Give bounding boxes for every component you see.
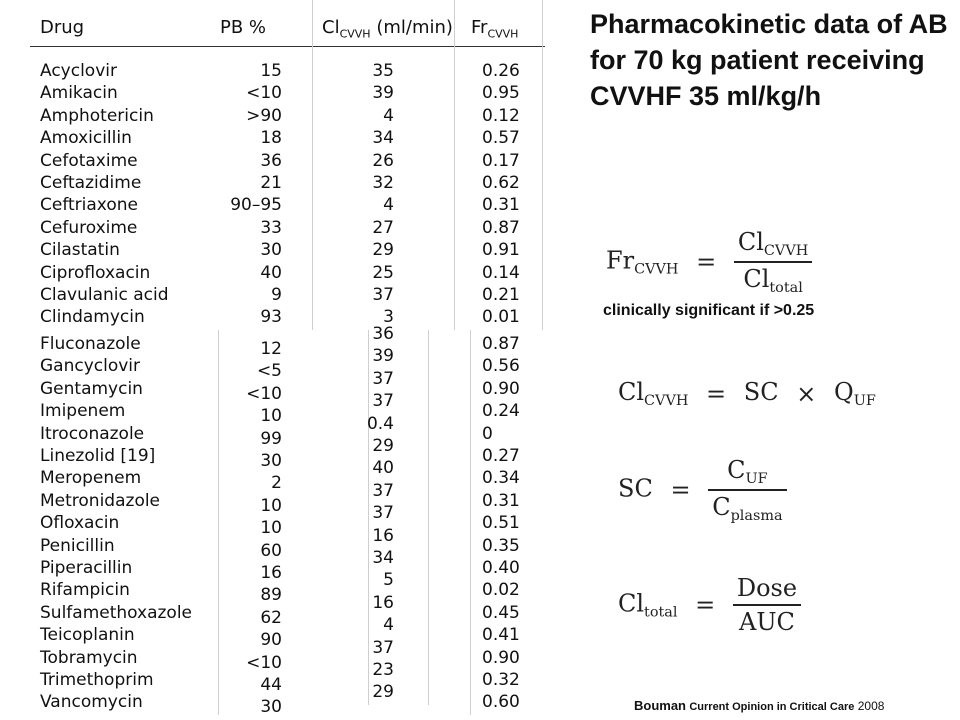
table-cell-fraction: 0.90: [482, 378, 520, 399]
table-cell-clearance: 37: [372, 480, 394, 501]
table-cell-clearance: 27: [372, 217, 394, 238]
table-cell-pb: 36: [260, 150, 282, 171]
table-cell-pb: 40: [260, 262, 282, 283]
table-cell-clearance: 26: [372, 150, 394, 171]
table-cell-drug: Teicoplanin: [40, 625, 135, 646]
table-cell-clearance: 39: [372, 83, 394, 104]
table-cell-drug: Imipenem: [40, 401, 126, 422]
table-cell-drug: Ceftriaxone: [40, 195, 138, 216]
table-cell-pb: 30: [260, 697, 282, 718]
table-cell-fraction: 0.17: [482, 150, 520, 171]
table-cell-fraction: 0.32: [482, 670, 520, 690]
table-cell-drug: Clavulanic acid: [40, 285, 169, 305]
table-cell-drug: Rifampicin: [40, 580, 130, 601]
table-cell-pb: 30: [260, 451, 282, 471]
table-cell-pb: 10: [260, 518, 282, 539]
fraction-formula: $Fr_{CVVH}$ = $\frac{Cl_{CVVH}}{Cl_{total}}$: [606, 228, 812, 296]
table-cell-drug: Piperacillin: [40, 558, 133, 578]
table-cell-drug: Itroconazole: [40, 423, 145, 444]
table-cell-fraction: 0.62: [482, 173, 520, 193]
table-cell-clearance: 4: [383, 615, 394, 636]
table-cell-pb: 21: [260, 173, 282, 193]
table-cell-drug: Trimethoprim: [40, 670, 154, 690]
table-cell-pb: 62: [260, 607, 282, 628]
header-drug: Drug: [40, 17, 85, 38]
table-cell-pb: <10: [246, 652, 282, 673]
total-clearance-formula: $Cl_{total}$ = $\frac{\text{Dose}}{\text{AUC}}$: [618, 574, 801, 636]
table-cell-clearance: 37: [372, 368, 394, 389]
table-cell-fraction: 0.87: [482, 217, 520, 238]
table-cell-clearance: 36: [372, 324, 394, 344]
table-cell-fraction: 0.02: [482, 580, 520, 601]
table-cell-fraction: 0.95: [482, 83, 520, 104]
table-cell-clearance: 29: [372, 436, 394, 456]
table-cell-fraction: 0.41: [482, 625, 520, 646]
table-cell-drug: Vancomycin: [40, 692, 143, 713]
table-cell-fraction: 0.40: [482, 558, 520, 578]
table-cell-drug: Linezolid [19]: [40, 446, 156, 466]
table-cell-pb: 60: [260, 540, 282, 561]
table-cell-pb: 2: [271, 473, 282, 494]
header-divider: [30, 46, 545, 47]
table-cell-fraction: 0: [482, 423, 493, 444]
table-cell-clearance: 32: [372, 173, 394, 193]
table-cell-drug: Amphotericin: [40, 105, 154, 126]
table-cell-fraction: 0.12: [482, 105, 520, 126]
table-cell-fraction: 0.21: [482, 285, 520, 305]
table-cell-pb: 90: [260, 630, 282, 651]
table-cell-drug: Tobramycin: [40, 647, 138, 668]
table-cell-pb: <5: [256, 361, 282, 382]
table-cell-pb: 18: [260, 128, 282, 149]
table-cell-drug: Clindamycin: [40, 307, 145, 328]
table-cell-fraction: 0.34: [482, 468, 520, 489]
table-cell-fraction: 0.26: [482, 61, 520, 81]
table-cell-clearance: 16: [372, 525, 394, 546]
table-cell-clearance: 39: [372, 346, 394, 367]
table-cell-pb: <10: [246, 83, 282, 104]
table-cell-clearance: 34: [372, 128, 394, 149]
table-cell-drug: Gentamycin: [40, 378, 143, 399]
table-cell-fraction: 0.60: [482, 692, 520, 713]
column-seam: [454, 0, 455, 330]
table-cell-pb: 12: [260, 339, 282, 359]
table-cell-pb: 90–95: [230, 195, 282, 216]
table-cell-clearance: 0.4: [366, 413, 394, 434]
table-cell-clearance: 37: [372, 637, 394, 658]
table-cell-drug: Gancyclovir: [40, 356, 141, 377]
column-seam: [428, 330, 429, 705]
table-cell-pb: 15: [260, 61, 282, 81]
table-cell-clearance: 37: [372, 503, 394, 524]
pharmacokinetic-table: [30, 0, 545, 720]
citation: Bouman Current Opinion in Critical Care 2008: [634, 698, 885, 713]
table-cell-drug: Cilastatin: [40, 240, 120, 261]
table-cell-fraction: 0.57: [482, 128, 520, 149]
column-seam: [312, 0, 313, 330]
table-cell-pb: 10: [260, 495, 282, 516]
table-cell-pb: 44: [260, 675, 282, 695]
table-cell-drug: Penicillin: [40, 535, 115, 556]
table-cell-pb: 93: [260, 307, 282, 328]
table-cell-clearance: 23: [372, 660, 394, 680]
table-cell-fraction: 0.35: [482, 535, 520, 556]
sieving-coefficient-formula: SC = $\frac{C_{UF}}{C_{plasma}}$: [618, 456, 787, 524]
table-cell-fraction: 0.24: [482, 401, 520, 422]
header-clearance: $Cl_{CVVH}$ (ml/min): [322, 17, 453, 41]
header-fraction: $Fr_{CVVH}$: [471, 17, 519, 41]
table-cell-fraction: 0.31: [482, 195, 520, 216]
table-cell-fraction: 0.90: [482, 647, 520, 668]
table-cell-fraction: 0.87: [482, 334, 520, 354]
table-cell-pb: 99: [260, 428, 282, 449]
table-cell-fraction: 0.27: [482, 446, 520, 466]
table-cell-pb: 16: [260, 563, 282, 583]
column-seam: [470, 330, 471, 715]
table-cell-clearance: 37: [372, 391, 394, 412]
table-cell-fraction: 0.31: [482, 490, 520, 511]
table-cell-drug: Metronidazole: [40, 490, 161, 511]
table-cell-fraction: 0.51: [482, 513, 520, 534]
table-cell-clearance: 35: [372, 61, 394, 81]
column-seam: [542, 0, 543, 330]
page-title: Pharmacokinetic data of AB for 70 kg patient receiving CVVHF 35 ml/kg/h: [590, 9, 948, 111]
table-cell-clearance: 4: [383, 195, 394, 216]
table-cell-pb: 89: [260, 585, 282, 606]
table-cell-drug: Amikacin: [40, 83, 118, 104]
table-cell-clearance: 25: [372, 262, 394, 283]
table-cell-clearance: 4: [383, 105, 394, 126]
table-cell-drug: Sulfamethoxazole: [40, 602, 193, 623]
table-cell-drug: Cefuroxime: [40, 217, 138, 238]
table-cell-pb: 30: [260, 240, 282, 261]
table-cell-drug: Ofloxacin: [40, 513, 120, 534]
table-cell-drug: Ceftazidime: [40, 173, 142, 193]
table-cell-drug: Meropenem: [40, 468, 142, 489]
table-cell-drug: Acyclovir: [40, 61, 117, 81]
table-cell-clearance: 37: [372, 285, 394, 305]
table-cell-pb: 33: [260, 217, 282, 238]
table-cell-fraction: 0.45: [482, 602, 520, 623]
table-cell-drug: Amoxicillin: [40, 128, 132, 149]
table-cell-fraction: 0.14: [482, 262, 520, 283]
table-cell-pb: 10: [260, 406, 282, 427]
table-cell-fraction: 0.56: [482, 356, 520, 377]
significance-note: clinically significant if >0.25: [603, 302, 815, 319]
table-cell-fraction: 0.91: [482, 240, 520, 261]
table-cell-clearance: 29: [372, 240, 394, 261]
table-cell-drug: Fluconazole: [40, 334, 141, 354]
table-cell-clearance: 29: [372, 682, 394, 703]
table-cell-clearance: 34: [372, 548, 394, 568]
table-cell-fraction: 0.01: [482, 307, 520, 328]
table-cell-drug: Ciprofloxacin: [40, 262, 151, 283]
header-pb: PB %: [220, 17, 267, 38]
clearance-formula: $Cl_{CVVH}$ = SC × $Q_{UF}$: [618, 378, 876, 410]
table-cell-pb: 9: [271, 285, 282, 305]
table-cell-clearance: 16: [372, 592, 394, 613]
table-cell-pb: >90: [246, 105, 282, 126]
table-cell-clearance: 3: [383, 307, 394, 328]
table-cell-pb: <10: [246, 383, 282, 404]
table-cell-clearance: 5: [383, 570, 394, 591]
table-cell-drug: Cefotaxime: [40, 150, 138, 171]
table-cell-clearance: 40: [372, 458, 394, 479]
